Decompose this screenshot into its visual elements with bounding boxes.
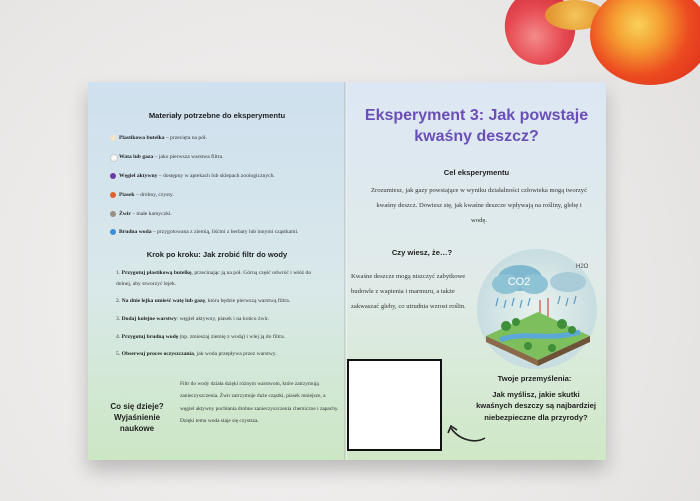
charcoal-icon xyxy=(110,173,116,179)
bottle-icon xyxy=(110,135,116,141)
curved-arrow-icon xyxy=(445,420,487,444)
did-you-know-title: Czy wiesz, że…? xyxy=(391,248,453,257)
material-item: Wata lub gaza – jako pierwsza warstwa filtra. xyxy=(110,153,335,161)
left-page xyxy=(88,82,346,460)
materials-title: Materiały potrzebne do eksperymentu xyxy=(148,111,286,120)
steps-title: Krok po kroku: Jak zrobić filtr do wody xyxy=(146,250,288,259)
steps-list xyxy=(116,268,326,367)
cotton-icon xyxy=(110,154,118,162)
acid-rain-illustration xyxy=(476,248,598,370)
material-item: Brudna woda – przygotowana z ziemią, liśćmi z herbaty lub innymi cząstkami. xyxy=(110,228,335,236)
why-title: Co się dzieje? Wyjaśnienie naukowe xyxy=(110,402,164,433)
why-text: Filtr do wody działa dzięki różnym warstwom, które zatrzymują zanieczyszczenia. Żwir zatrzymuje duże cząstki, piasek mniejsze, a węgiel aktywny pochłania drobne zanieczyszczenia chemiczne i zapachy. Dzięki temu woda staje się czystsza. xyxy=(180,381,339,425)
material-item: Żwir – małe kamyczki. xyxy=(110,210,335,218)
step-item: 1. Przygotuj plastikową butelkę, przecinając ją na pół. Górną część odwróć i włóż do dolnej, aby stworzyć lejek. xyxy=(116,270,312,287)
reflections-question: Jak myślisz, jakie skutki kwaśnych deszczy są najbardziej niebezpieczne dla przyrody? xyxy=(476,390,596,422)
material-item: Węgiel aktywny – dostępny w aptekach lub sklepach zoologicznych. xyxy=(110,172,335,180)
reflections-title: Twoje przemyślenia: xyxy=(497,374,572,383)
experiment-title: Eksperyment 3: Jak powstaje kwaśny deszcz? xyxy=(364,107,589,145)
materials-list xyxy=(110,134,335,247)
step-item: 3. Dodaj kolejne warstwy: węgiel aktywny, piasek i na końcu żwir. xyxy=(116,315,270,322)
open-booklet xyxy=(88,82,606,460)
material-item: Plastikowa butelka – przecięta na pół. xyxy=(110,134,335,142)
goal-text: Zrozumiesz, jak gazy powstające w wyniku działalności człowieka mogą tworzyć kwaśny deszcz. Dowiesz się, jak kwaśne deszcze wpływają na rośliny, glebę i wodę. xyxy=(370,187,588,224)
photo-placeholder xyxy=(347,359,442,451)
step-item: 5. Obserwuj proces oczyszczania, jak woda przepływa przez warstwy. xyxy=(116,351,277,358)
h2o-label-top: H2O xyxy=(576,264,589,270)
co2-label: CO2 xyxy=(507,276,531,288)
step-item: 4. Przygotuj brudną wodę (np. zmieszaj ziemię z wodą) i wlej ją do filtra. xyxy=(116,333,286,340)
water-drop-icon xyxy=(110,229,116,235)
material-item: Piasek – drobny, czysty. xyxy=(110,191,335,199)
step-item: 2. Na dnie lejka umieść watę lub gazę, która będzie pierwszą warstwą filtra. xyxy=(116,298,291,305)
gravel-icon xyxy=(110,211,116,217)
goal-title: Cel eksperymentu xyxy=(443,168,510,177)
right-page xyxy=(347,82,606,460)
did-you-know-text: Kwaśne deszcze mogą niszczyć zabytkowe budowle z wapienia i marmuru, a także zakwaszać gleby, co utrudnia wzrost roślin. xyxy=(351,273,466,310)
sand-icon xyxy=(110,192,116,198)
